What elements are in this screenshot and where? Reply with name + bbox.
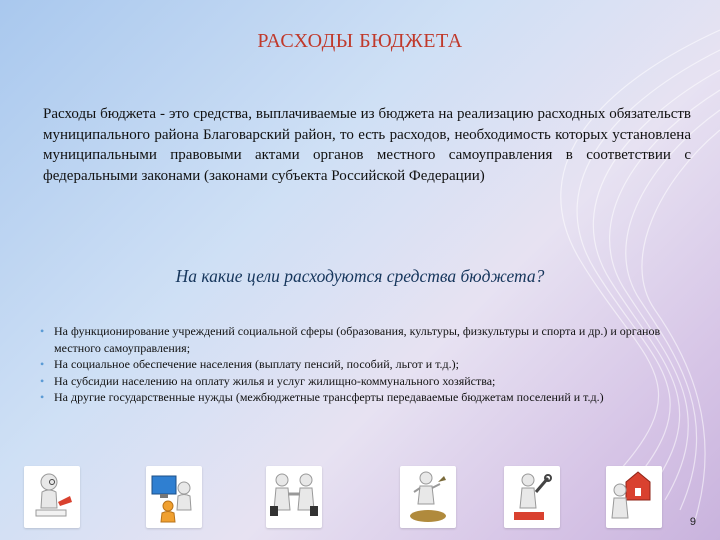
bullet-icon: • [40,357,45,371]
page-number: 9 [689,516,696,528]
people-at-computer-icon [146,466,202,528]
person-on-money-icon [400,466,456,528]
list-item-text: На субсидии населению на оплату жилья и услуг жилищно-коммунального хозяйства; [54,373,496,388]
person-reading-icon [24,466,80,528]
bullet-icon: • [40,373,45,388]
list-item [38,323,688,356]
goals-list [38,323,688,406]
illustration-row [0,466,720,532]
list-item [38,356,688,373]
handshake-icon [266,466,322,528]
list-item [38,373,688,390]
bullet-icon: • [40,390,45,404]
list-item-text: На социальное обеспечение населения (выплату пенсий, пособий, льгот и т.д.); [54,357,459,371]
intro-paragraph: Расходы бюджета - это средства, выплачиваемые из бюджета на реализацию расходных обязательств муниципального района Благоварский район, то есть расходов, необходимость которых установлена муниципальными правовыми актами органов местного самоуправления в соответствии с федеральными законами (законами субъекта Российской Федерации) [43,106,691,184]
person-carrying-house-icon [606,466,662,528]
list-item-text: На другие государственные нужды (межбюджетные трансферты передаваемые бюджетам поселений и т.д.) [54,390,604,404]
question-heading: На какие цели расходуются средства бюджета? [175,266,545,286]
list-item-text: На функционирование учреждений социальной сферы (образования, культуры, физкультуры и спорта и др.) и органов местного самоуправления; [54,324,661,355]
person-with-tools-icon [504,466,560,528]
bullet-icon: • [40,324,45,338]
list-item [38,389,688,406]
slide-title: РАСХОДЫ БЮДЖЕТА [257,30,463,52]
